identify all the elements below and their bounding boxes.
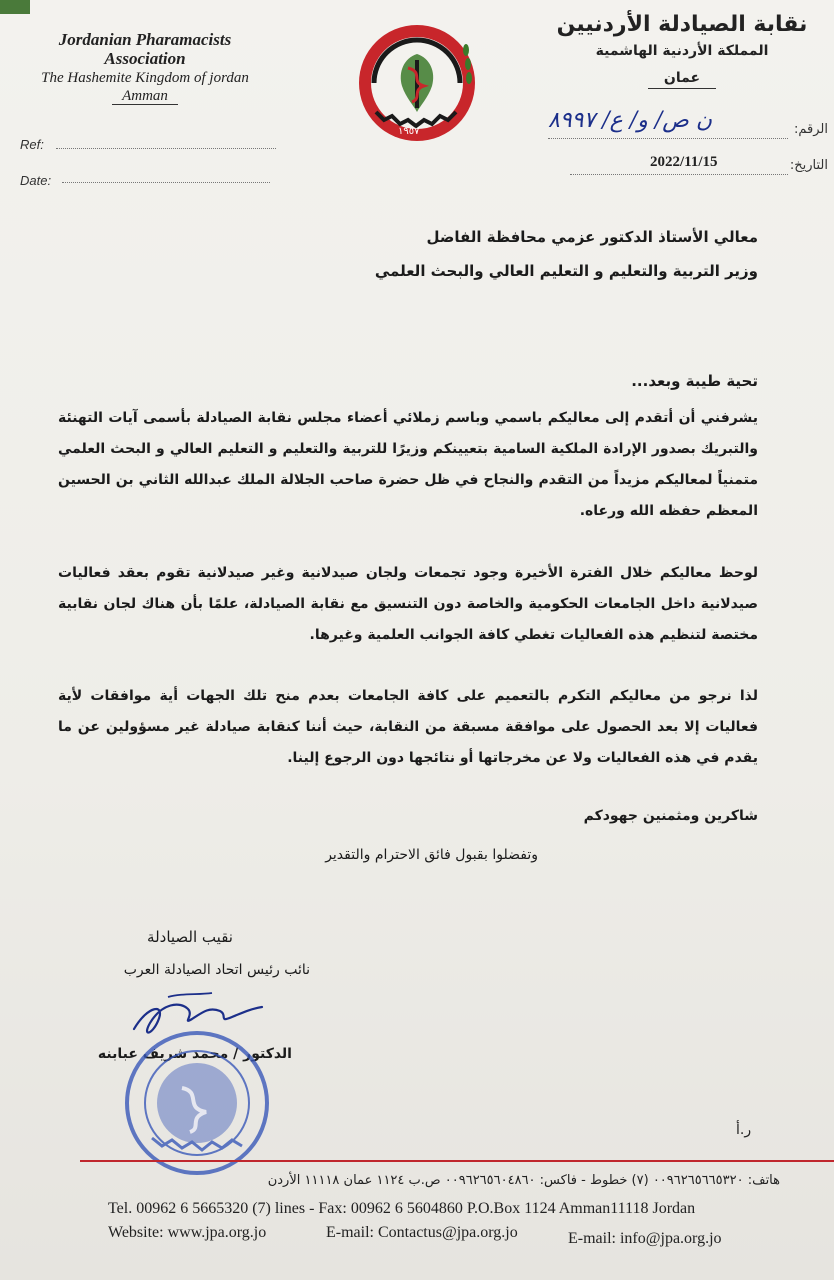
arabic-kingdom: المملكة الأردنية الهاشمية <box>595 43 769 59</box>
arabic-city: عمان <box>648 68 716 89</box>
arabic-org-name: نقابة الصيادلة الأردنيين <box>556 12 808 37</box>
date-label-en: Date: <box>20 173 52 188</box>
ref-number-handwritten: ن ص/ و/ ع/ ٨٩٩٧ <box>548 108 712 133</box>
ref-label-ar: الرقم: <box>794 122 828 137</box>
english-letterhead <box>20 30 270 105</box>
signatory-name: الدكتور / محمد شريف عبابنه <box>97 1046 292 1062</box>
ref-label-en: Ref: <box>20 137 44 152</box>
logo-year: ١٩٥٧ <box>398 126 420 137</box>
english-org-name: Jordanian Pharamacists Association <box>58 30 232 68</box>
paragraph-3: لذا نرجو من معاليكم التكرم بالتعميم على كافة الجامعات بعدم منح تلك الجهات أية موافقات لأية فعاليات إلا بعد الحصول على موافقة مسبقة من النقابة، حيث أننا كنقابة صيادلة غير مسؤولين عن ما يقدم في هذه الفعاليات ولا عن مخرجاتها أو نتائجها دون الرجوع إلينا. <box>58 688 758 766</box>
footer-email-info: E-mail: info@jpa.org.jo <box>568 1230 722 1247</box>
paragraph-2: لوحظ معاليكم خلال الفترة الأخيرة وجود تجمعات ولجان صيدلانية وغير صيدلانية تقوم بعقد فعاليات صيدلانية داخل الجامعات الحكومية والخاصة دون التنسيق مع نقابة الصيادلة، علمًا بأن هناك لجان نقابية مختصة لتنظيم هذه الفعاليات تغطي كافة الجوانب العلمية وغيرها. <box>58 565 758 643</box>
footer-website: Website: www.jpa.org.jo <box>108 1224 267 1241</box>
recipient-line-2: وزير التربية والتعليم و التعليم العالي والبحث العلمي <box>374 262 758 280</box>
footer-tel-fax: Tel. 00962 6 5665320 (7) lines - Fax: 00962 6 5604860 P.O.Box 1124 Amman11118 Jordan <box>108 1200 696 1217</box>
footer-arabic-contact: هاتف: ٠٠٩٦٢٦٥٦٦٥٣٢٠ (٧) خطوط - فاكس: ٠٠٩٦٢٦٥٦٠٤٨٦٠ ص.ب ١١٢٤ عمان ١١١١٨ الأردن <box>267 1173 780 1188</box>
date-line-en <box>62 182 270 183</box>
english-city: Amman <box>112 88 178 105</box>
ref-line-ar <box>548 138 788 139</box>
page-corner-mark <box>0 0 30 14</box>
date-label-ar: التاريخ: <box>789 158 828 173</box>
closing-line: وتفضلوا بقبول فائق الاحترام والتقدير <box>325 847 538 863</box>
official-stamp <box>122 1028 272 1178</box>
date-value: 2022/11/15 <box>650 154 718 170</box>
signatory-title: نقيب الصيادلة <box>147 928 233 946</box>
initials: ر.أ <box>736 1122 752 1138</box>
footer-email-contactus: E-mail: Contactus@jpa.org.jo <box>326 1224 518 1241</box>
date-line-ar <box>570 174 788 175</box>
ref-line-en <box>56 148 276 149</box>
arabic-letterhead <box>552 10 812 89</box>
greeting: تحية طيبة وبعد... <box>631 372 758 390</box>
english-kingdom: The Hashemite Kingdom of jordan <box>41 70 249 86</box>
footer-rule <box>80 1160 834 1162</box>
thanks-line: شاكرين ومثمنين جهودكم <box>583 808 758 824</box>
paragraph-1: يشرفني أن أتقدم إلى معاليكم باسمي وباسم زملائي أعضاء مجلس نقابة الصيادلة بأسمى آيات التهنئة والتبريك بصدور الإرادة الملكية السامية بتعيينكم وزيرًا للتربية والتعليم و التعليم العالي و البحث العلمي متمنياً لمعاليكم مزيداً من التقدم والنجاح في ظل حضرة صاحب الجلالة الملك عبدالله الثاني بن الحسين المعظم حفظه الله ورعاه. <box>58 410 758 519</box>
signatory-title-2: نائب رئيس اتحاد الصيادلة العرب <box>123 962 310 978</box>
recipient-line-1: معالي الأستاذ الدكتور عزمي محافظة الفاضل <box>426 228 758 246</box>
